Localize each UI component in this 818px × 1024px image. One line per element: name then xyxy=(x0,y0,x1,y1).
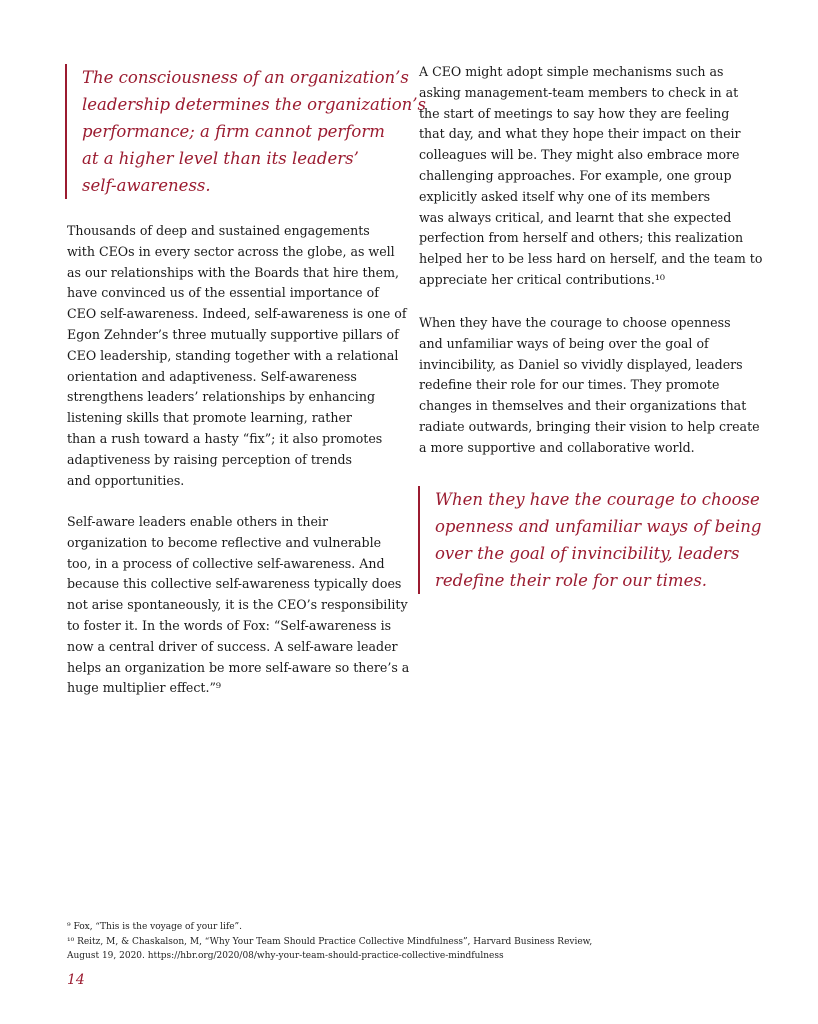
text-line: radiate outwards, bringing their vision to help create xyxy=(419,418,760,434)
pull-quote-top xyxy=(65,64,427,199)
text-line: and unfamiliar ways of being over the goal of xyxy=(419,335,709,351)
text-line: strengthens leaders’ relationships by enhancing xyxy=(67,389,376,405)
text-line: organization to become reflective and vulnerable xyxy=(67,534,382,550)
text-line: was always critical, and learnt that she expected xyxy=(419,209,732,225)
footnotes xyxy=(67,920,687,964)
pull-quote-line: openness and unfamiliar ways of being xyxy=(435,517,762,536)
text-line: When they have the courage to choose openness xyxy=(419,315,731,330)
right-paragraph-2 xyxy=(419,313,759,459)
text-line: that day, and what they hope their impact on their xyxy=(419,126,741,142)
footnote: ¹⁰ Reitz, M, & Chaskalson, M, “Why Your Team Should Practice Collective Mindfulness”, Harvard Business Review, xyxy=(67,936,593,947)
text-line: Self-aware leaders enable others in their xyxy=(67,514,328,529)
pull-quote-line: leadership determines the organization’s xyxy=(82,95,427,114)
text-line: now a central driver of success. A self-aware leader xyxy=(67,638,398,654)
text-line: appreciate her critical contributions.¹⁰ xyxy=(419,271,665,287)
text-line: CEO leadership, standing together with a relational xyxy=(67,347,399,363)
text-line: as our relationships with the Boards that hire them, xyxy=(67,264,400,280)
text-line: because this collective self-awareness typically does xyxy=(67,576,402,592)
right-paragraph-1 xyxy=(419,62,763,291)
pull-quote-line: redefine their role for our times. xyxy=(435,571,708,590)
text-line: have convinced us of the essential importance of xyxy=(67,285,379,301)
text-line: huge multiplier effect.”⁹ xyxy=(67,680,221,696)
text-line: to foster it. In the words of Fox: “Self-awareness is xyxy=(67,617,392,633)
text-line: colleagues will be. They might also embrace more xyxy=(419,147,740,163)
pull-quote-line: self-awareness. xyxy=(82,176,211,195)
pull-quote-line: When they have the courage to choose xyxy=(435,490,760,509)
text-line: explicitly asked itself why one of its members xyxy=(419,188,711,204)
text-line: with CEOs in every sector across the globe, as well xyxy=(67,243,395,259)
text-line: invincibility, as Daniel so vividly displayed, leaders xyxy=(419,356,743,372)
text-line: challenging approaches. For example, one group xyxy=(419,167,732,183)
text-line: and opportunities. xyxy=(67,472,185,488)
text-line: too, in a process of collective self-awareness. And xyxy=(67,555,385,571)
text-line: helps an organization be more self-aware so there’s a xyxy=(67,659,410,675)
footnote: ⁹ Fox, “This is the voyage of your life”. xyxy=(67,922,243,932)
footnote-continuation: August 19, 2020. https://hbr.org/2020/08/why-your-team-should-practice-collective-mindfulness xyxy=(67,951,504,961)
text-line: changes in themselves and their organizations that xyxy=(419,398,747,414)
page-number: 14 xyxy=(67,972,85,988)
text-line: A CEO might adopt simple mechanisms such as xyxy=(419,64,724,79)
pull-quote-bottom xyxy=(418,486,765,594)
text-line: the start of meetings to say how they are feeling xyxy=(419,105,730,121)
pull-quote-line: over the goal of invincibility, leaders xyxy=(435,544,740,563)
text-line: listening skills that promote learning, rather xyxy=(67,410,352,426)
text-line: a more supportive and collaborative world. xyxy=(419,439,695,455)
text-line: adaptiveness by raising perception of trends xyxy=(67,451,352,467)
text-line: not arise spontaneously, it is the CEO’s responsibility xyxy=(67,597,408,613)
pull-quote-line: The consciousness of an organization’s xyxy=(82,68,409,87)
left-paragraph-1 xyxy=(67,221,407,491)
text-line: than a rush toward a hasty “fix”; it also promotes xyxy=(67,430,383,446)
text-line: Egon Zehnder’s three mutually supportive pillars of xyxy=(67,326,399,342)
text-line: perfection from herself and others; this realization xyxy=(419,230,744,246)
text-line: Thousands of deep and sustained engagements xyxy=(67,223,370,238)
text-line: CEO self-awareness. Indeed, self-awareness is one of xyxy=(67,306,407,322)
pull-quote-line: performance; a firm cannot perform xyxy=(82,122,385,141)
text-line: asking management-team members to check in at xyxy=(419,84,739,100)
left-paragraph-2 xyxy=(67,512,410,699)
text-line: orientation and adaptiveness. Self-awareness xyxy=(67,368,357,384)
text-line: redefine their role for our times. They promote xyxy=(419,377,720,393)
pull-quote-line: at a higher level than its leaders’ xyxy=(82,149,359,168)
text-line: helped her to be less hard on herself, and the team to xyxy=(419,251,763,267)
